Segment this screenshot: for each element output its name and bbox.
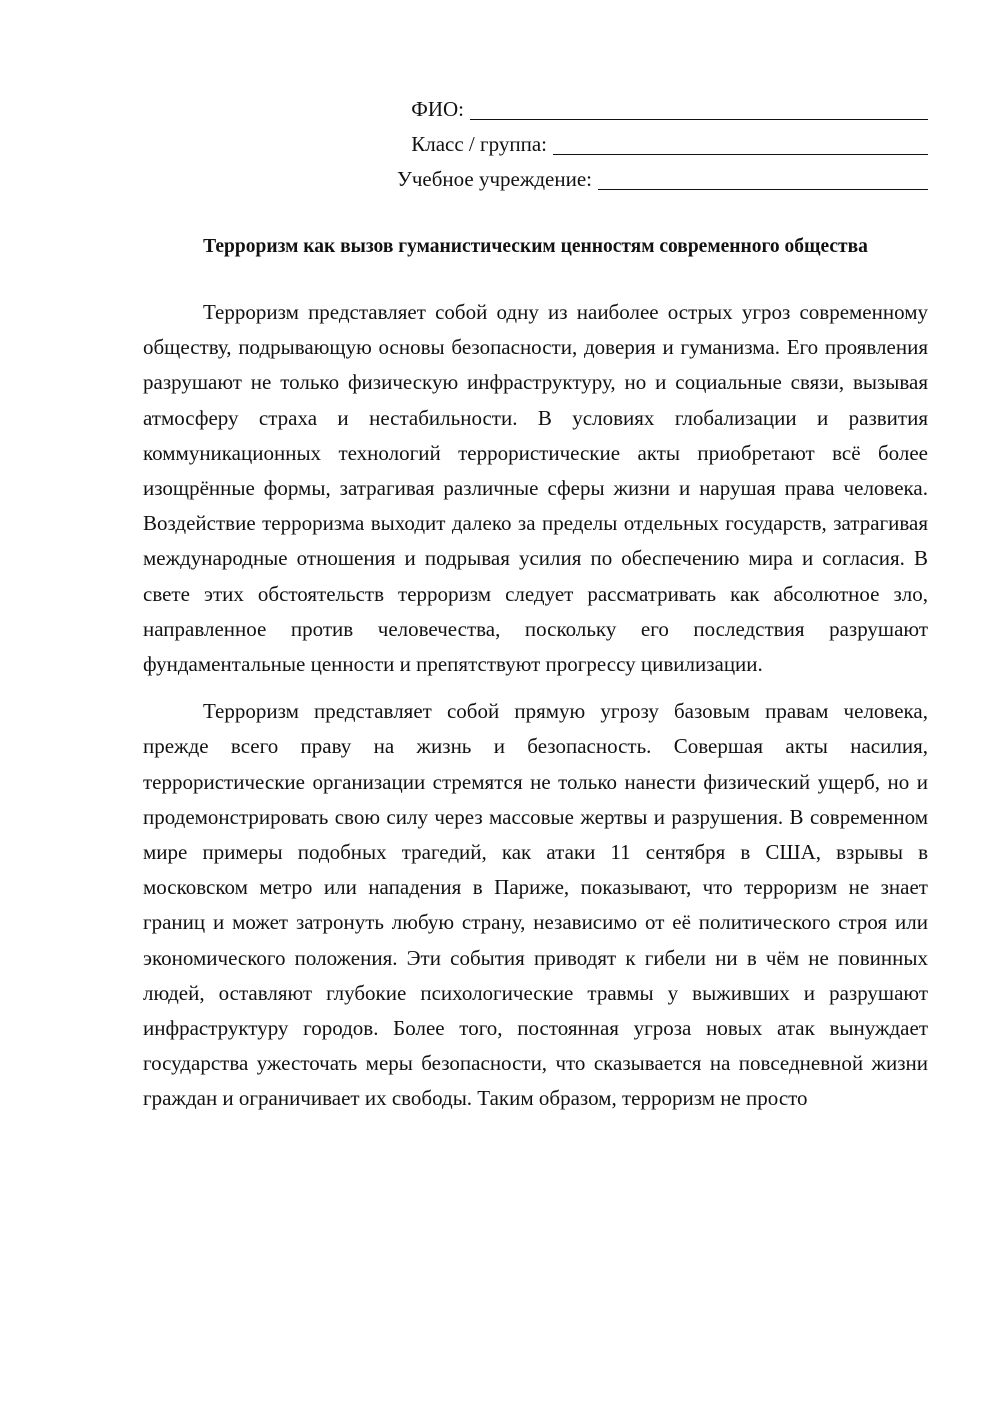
essay-body [143, 295, 928, 1117]
class-blank-line[interactable] [553, 130, 928, 155]
fio-row [328, 92, 928, 127]
school-row [328, 162, 928, 197]
class-label: Класс / группа: [411, 132, 547, 156]
paragraph-1: Терроризм представляет собой одну из наиболее острых угроз современному обществу, подрывающую основы безопасности, доверия и гуманизма. Его проявления разрушают не только физическую инфраструктуру, но и социальные связи, вызывая атмосферу страха и нестабильности. В условиях глобализации и развития коммуникационных технологий террористические акты приобретают всё более изощрённые формы, затрагивая различные сферы жизни и нарушая права человека. Воздействие терроризма выходит далеко за пределы отдельных государств, затрагивая международные отношения и подрывая усилия по обеспечению мира и согласия. В свете этих обстоятельств терроризм следует рассматривать как абсолютное зло, направленное против человечества, поскольку его последствия разрушают фундаментальные ценности и препятствуют прогрессу цивилизации. [143, 300, 928, 677]
fio-blank-line[interactable] [470, 95, 928, 120]
paragraph-2: Терроризм представляет собой прямую угрозу базовым правам человека, прежде всего праву на жизнь и безопасность. Совершая акты насилия, террористические организации стремятся не только нанести физический ущерб, но и продемонстрировать свою силу через массовые жертвы и разрушения. В современном мире примеры подобных трагедий, как атаки 11 сентября в США, взрывы в московском метро или нападения в Париже, показывают, что терроризм не знает границ и может затронуть любую страну, независимо от её политического строя или экономического положения. Эти события приводят к гибели ни в чём не повинных людей, оставляют глубокие психологические травмы у выживших и разрушают инфраструктуру городов. Более того, постоянная угроза новых атак вынуждает государства ужесточать меры безопасности, что сказывается на повседневной жизни граждан и ограничивает их свободы. Таким образом, терроризм не просто [143, 699, 928, 1111]
class-row [328, 127, 928, 162]
essay-title: Терроризм как вызов гуманистическим ценностям современного общества [203, 236, 868, 257]
fio-label: ФИО: [411, 97, 464, 121]
school-blank-line[interactable] [598, 165, 928, 190]
student-info-block [328, 92, 928, 197]
school-label: Учебное учреждение: [396, 167, 592, 191]
